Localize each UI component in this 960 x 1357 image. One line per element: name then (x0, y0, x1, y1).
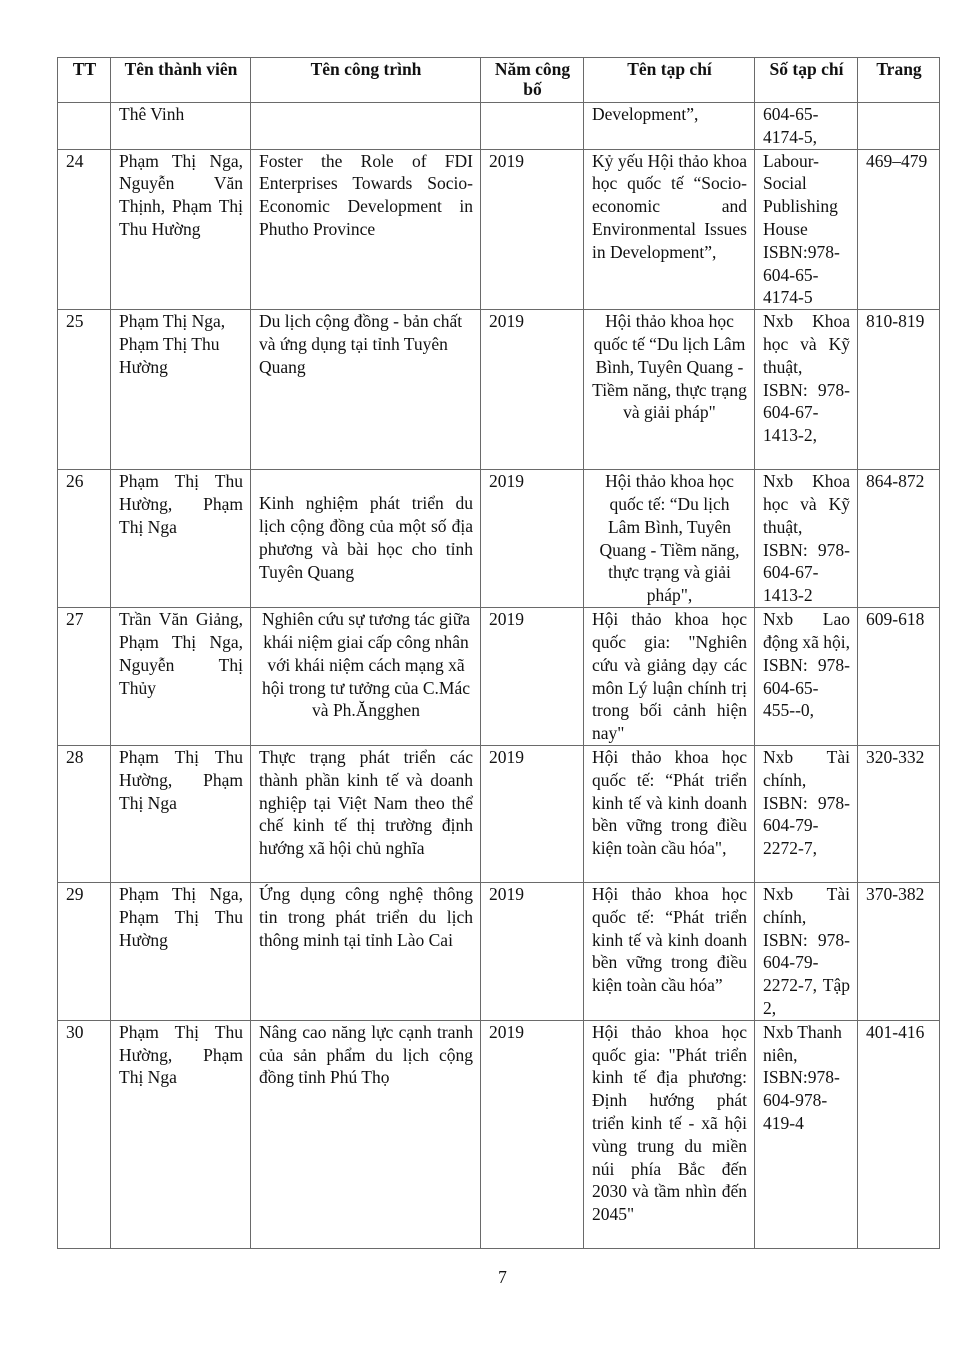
cell-tt: 28 (58, 745, 111, 882)
cell-tt: 24 (58, 149, 111, 310)
cell-journal: Development”, (584, 103, 755, 150)
cell-work: Nâng cao năng lực cạnh tranh của sản phẩm du lịch cộng đồng tỉnh Phú Thọ (251, 1020, 481, 1248)
cell-journal: Hội thảo khoa học quốc gia: "Phát triển kinh tế địa phương: Định hướng phát triển kinh tế - xã hội vùng trung du miền núi phía Bắc đến 2030 và tầm nhìn đến 2045" (584, 1020, 755, 1248)
cell-pages: 469–479 (858, 149, 940, 310)
cell-work: Thực trạng phát triển các thành phần kinh tế và doanh nghiệp tại Việt Nam theo thể chế kinh tế thị trường định hướng xã hội chủ nghĩa (251, 745, 481, 882)
cell-tt: 29 (58, 882, 111, 1020)
cell-work (251, 103, 481, 150)
cell-journal: Hội thảo khoa học quốc tế: “Du lịch Lâm Bình, Tuyên Quang - Tiềm năng, thực trạng và giải pháp", (584, 470, 755, 608)
cell-year: 2019 (481, 1020, 584, 1248)
cell-members: Phạm Thị Nga, Phạm Thị Thu Hường (111, 310, 251, 470)
table-row (58, 149, 940, 310)
cell-members: Thê Vinh (111, 103, 251, 150)
cell-journal: Hội thảo khoa học quốc tế: “Phát triển kinh tế và kinh doanh bền vững trong điều kiện toàn cầu hóa", (584, 745, 755, 882)
cell-journal: Hội thảo khoa học quốc tế: “Phát triển kinh tế và kinh doanh bền vững trong điều kiện toàn cầu hóa” (584, 882, 755, 1020)
cell-tt (58, 103, 111, 150)
cell-issue: Nxb Lao động xã hội, ISBN: 978-604-65-455--0, (755, 608, 858, 746)
cell-issue: Nxb Khoa học và Kỹ thuật, ISBN: 978-604-67-1413-2, (755, 310, 858, 470)
cell-pages: 810-819 (858, 310, 940, 470)
cell-issue: Nxb Tài chính, ISBN: 978-604-79-2272-7, Tập 2, (755, 882, 858, 1020)
cell-issue: Nxb Tài chính, ISBN: 978-604-79-2272-7, (755, 745, 858, 882)
cell-members: Trần Văn Giảng, Phạm Thị Nga, Nguyễn Thị Thủy (111, 608, 251, 746)
cell-pages: 864-872 (858, 470, 940, 608)
cell-work: Ứng dụng công nghệ thông tin trong phát triển du lịch thông minh tại tỉnh Lào Cai (251, 882, 481, 1020)
cell-year (481, 103, 584, 150)
cell-pages: 401-416 (858, 1020, 940, 1248)
cell-journal: Hội thảo khoa học quốc gia: "Nghiên cứu và giảng dạy các môn Lý luận chính trị trong bối cảnh hiện nay" (584, 608, 755, 746)
header-work: Tên công trình (251, 58, 481, 103)
cell-year: 2019 (481, 608, 584, 746)
cell-members: Phạm Thị Thu Hường, Phạm Thị Nga (111, 470, 251, 608)
cell-year: 2019 (481, 882, 584, 1020)
cell-issue: Nxb Thanh niên, ISBN:978-604-978-419-4 (755, 1020, 858, 1248)
cell-issue: 604-65-4174-5, (755, 103, 858, 150)
cell-members: Phạm Thị Nga, Phạm Thị Thu Hường (111, 882, 251, 1020)
table-row (58, 1020, 940, 1248)
cell-journal: Hội thảo khoa học quốc tế “Du lịch Lâm Bình, Tuyên Quang - Tiềm năng, thực trạng và giải pháp" (584, 310, 755, 470)
cell-year: 2019 (481, 310, 584, 470)
cell-pages: 609-618 (858, 608, 940, 746)
cell-work: Nghiên cứu sự tương tác giữa khái niệm giai cấp công nhân với khái niệm cách mạng xã hội trong tư tưởng của C.Mác và Ph.Ăngghen (251, 608, 481, 746)
header-tt: TT (58, 58, 111, 103)
cell-members: Phạm Thị Nga, Nguyễn Văn Thịnh, Phạm Thị Thu Hường (111, 149, 251, 310)
page-number: 7 (498, 1267, 507, 1287)
header-issue: Số tạp chí (755, 58, 858, 103)
cell-year: 2019 (481, 149, 584, 310)
cell-pages: 320-332 (858, 745, 940, 882)
cell-year: 2019 (481, 745, 584, 882)
table-row (58, 470, 940, 608)
header-year: Năm công bố (481, 58, 584, 103)
cell-members: Phạm Thị Thu Hường, Phạm Thị Nga (111, 745, 251, 882)
cell-pages (858, 103, 940, 150)
cell-work: Foster the Role of FDI Enterprises Towards Socio-Economic Development in Phutho Province (251, 149, 481, 310)
cell-year: 2019 (481, 470, 584, 608)
cell-tt: 25 (58, 310, 111, 470)
table-row (58, 310, 940, 470)
cell-work: Du lịch cộng đồng - bản chất và ứng dụng tại tỉnh Tuyên Quang (251, 310, 481, 470)
table-row-continuation (58, 103, 940, 150)
table-header-row (58, 58, 940, 103)
cell-tt: 26 (58, 470, 111, 608)
cell-journal: Kỷ yếu Hội thảo khoa học quốc tế “Socio-economic and Environmental Issues in Development”, (584, 149, 755, 310)
cell-members: Phạm Thị Thu Hường, Phạm Thị Nga (111, 1020, 251, 1248)
table-row (58, 745, 940, 882)
cell-issue: Nxb Khoa học và Kỹ thuật, ISBN: 978-604-67-1413-2 (755, 470, 858, 608)
cell-tt: 30 (58, 1020, 111, 1248)
header-pages: Trang (858, 58, 940, 103)
cell-issue: Labour-Social Publishing House ISBN:978-604-65-4174-5 (755, 149, 858, 310)
publications-table (57, 57, 940, 1249)
table-row (58, 882, 940, 1020)
header-members: Tên thành viên (111, 58, 251, 103)
header-journal: Tên tạp chí (584, 58, 755, 103)
cell-pages: 370-382 (858, 882, 940, 1020)
table-row (58, 608, 940, 746)
cell-tt: 27 (58, 608, 111, 746)
cell-work: Kinh nghiệm phát triển du lịch cộng đồng của một số địa phương và bài học cho tỉnh Tuyên Quang (251, 470, 481, 608)
